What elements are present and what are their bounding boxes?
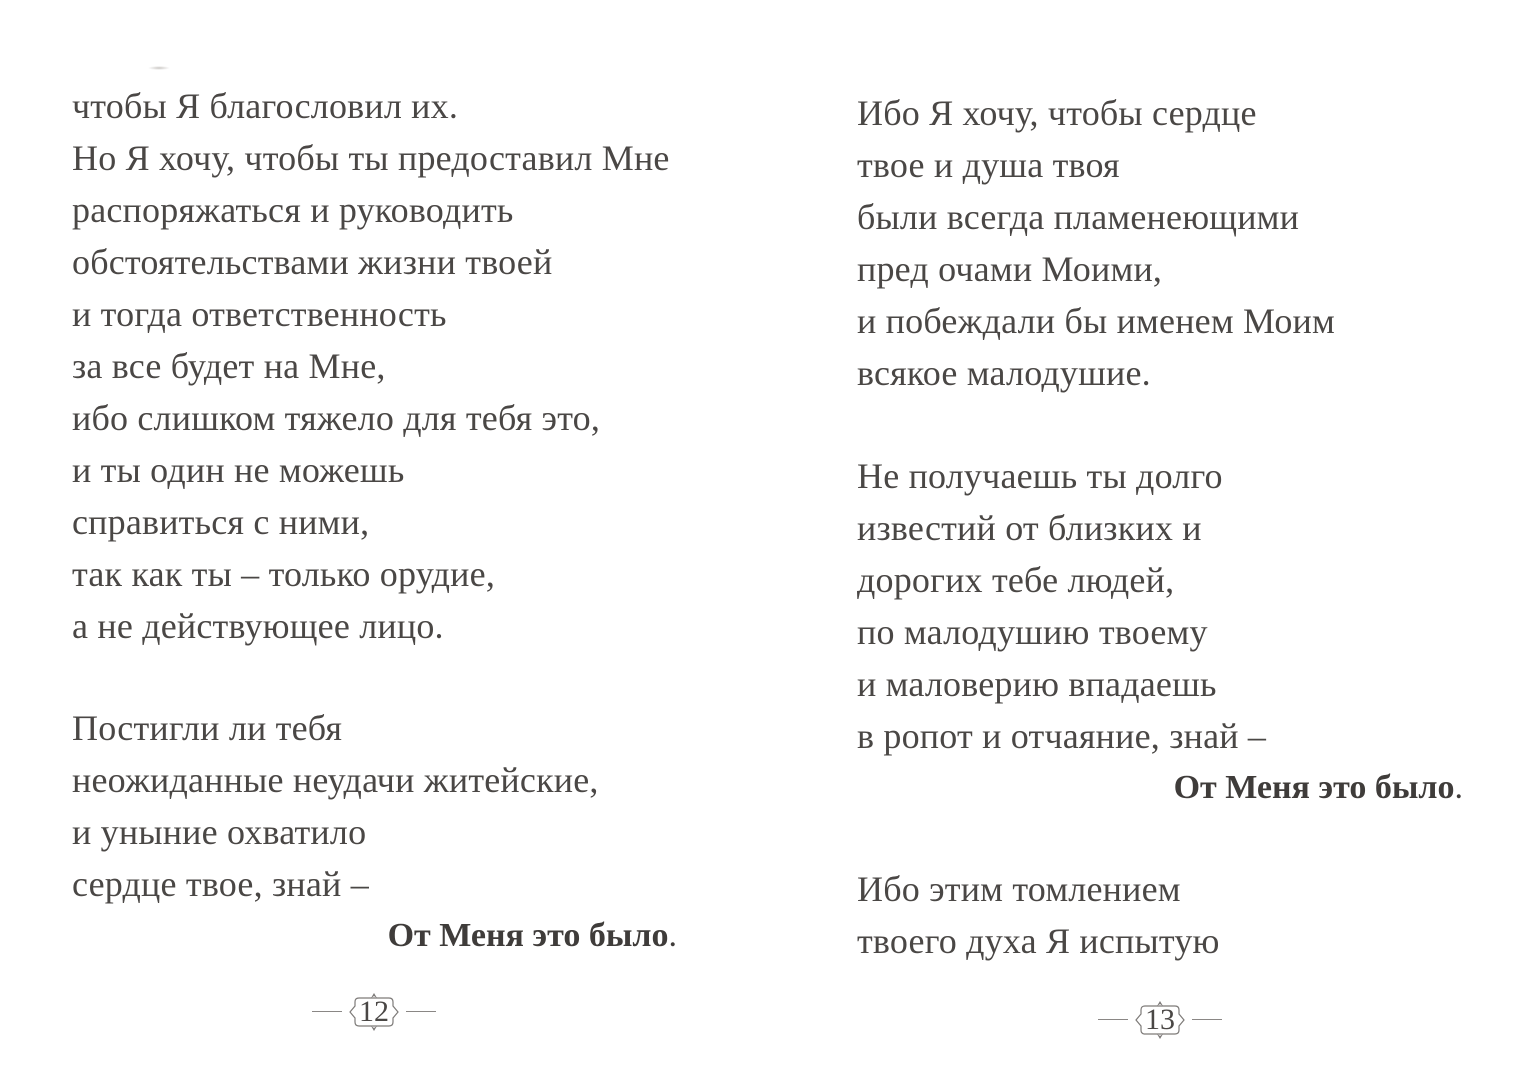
right-page-number	[1098, 1000, 1222, 1040]
right-line-7: Не получаешь ты долго	[857, 456, 1223, 496]
left-refrain-text: От Меня это было	[387, 917, 669, 954]
right-number-rule-right	[1192, 1019, 1222, 1020]
right-line-13: Ибо этим томлением	[857, 869, 1181, 909]
left-line-3: распоряжаться и руководить	[72, 190, 514, 230]
right-line-12: в ропот и отчаяние, знай –	[857, 716, 1267, 756]
left-line-2: Но Я хочу, чтобы ты предоставил Мне	[72, 138, 670, 178]
right-line-6: всякое малодушие.	[857, 353, 1151, 393]
left-refrain	[388, 910, 677, 962]
left-line-13: неожиданные неудачи житейские,	[72, 760, 599, 800]
left-line-8: и ты один не можешь	[72, 450, 405, 490]
right-line-5: и побеждали бы именем Моим	[857, 301, 1335, 341]
left-line-7: ибо слишком тяжело для тебя это,	[72, 398, 601, 438]
left-page-number	[312, 992, 436, 1032]
left-number-rule-right	[406, 1011, 436, 1012]
right-line-2: твое и душа твоя	[857, 145, 1120, 185]
right-refrain-text: От Меня это было	[1173, 769, 1455, 806]
left-line-6: за все будет на Мне,	[72, 346, 386, 386]
right-number-rule-left	[1098, 1019, 1128, 1020]
right-line-14: твоего духа Я испытую	[857, 921, 1220, 961]
right-line-3: были всегда пламенеющими	[857, 197, 1300, 237]
left-line-4: обстоятельствами жизни твоей	[72, 242, 553, 282]
left-line-15: сердце твое, знай –	[72, 864, 369, 904]
left-page-number-text: 12	[359, 995, 389, 1028]
right-refrain	[1174, 762, 1463, 814]
right-line-1: Ибо Я хочу, чтобы сердце	[857, 93, 1257, 133]
right-page	[765, 0, 1531, 1080]
right-number-frame-icon	[1131, 1000, 1189, 1040]
right-line-9: дорогих тебе людей,	[857, 560, 1175, 600]
left-number-frame-icon	[345, 992, 403, 1032]
left-line-10: так как ты – только орудие,	[72, 554, 496, 594]
right-line-4: пред очами Моими,	[857, 249, 1163, 289]
left-line-1: чтобы Я благословил их.	[72, 86, 459, 126]
left-line-14: и уныние охватило	[72, 812, 367, 852]
paper-speck	[148, 66, 170, 70]
right-line-10: по малодушию твоему	[857, 612, 1208, 652]
right-refrain-dot: .	[1454, 769, 1463, 806]
left-line-12: Постигли ли тебя	[72, 708, 343, 748]
left-number-rule-left	[312, 1011, 342, 1012]
left-line-11: а не действующее лицо.	[72, 606, 444, 646]
left-refrain-dot: .	[668, 917, 677, 954]
right-line-8: известий от близких и	[857, 508, 1202, 548]
left-page	[0, 0, 765, 1080]
right-page-number-text: 13	[1145, 1003, 1175, 1036]
left-line-9: справиться с ними,	[72, 502, 370, 542]
left-line-5: и тогда ответственность	[72, 294, 447, 334]
right-line-11: и маловерию впадаешь	[857, 664, 1217, 704]
